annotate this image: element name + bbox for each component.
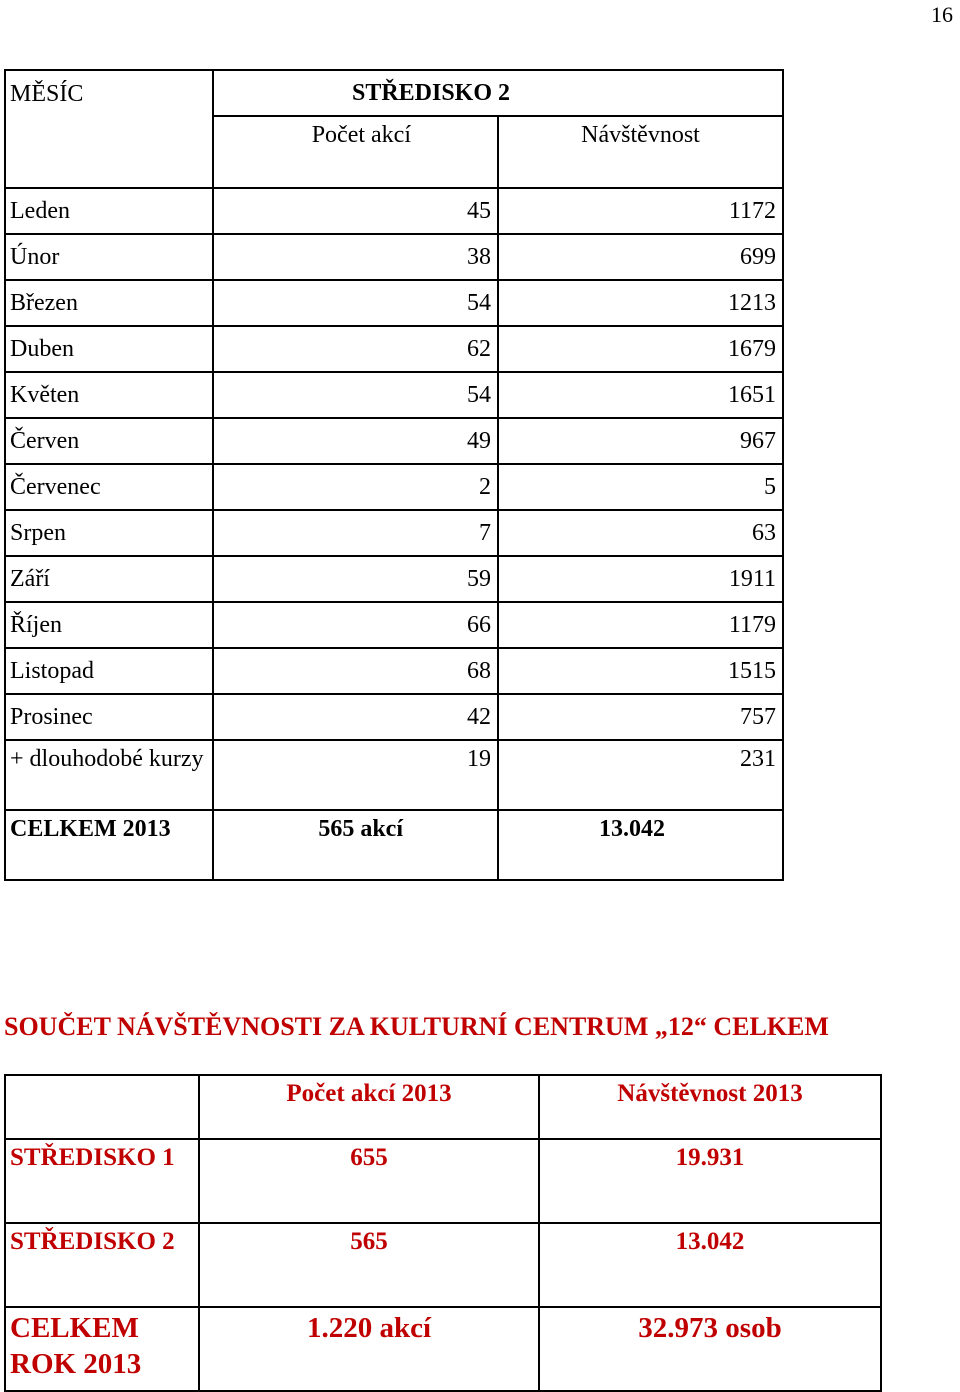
table-row: [5, 280, 783, 326]
events-value: 38: [213, 234, 498, 280]
events-value: 7: [213, 510, 498, 556]
header-row: [5, 70, 783, 116]
page-number: 16: [931, 2, 953, 27]
events-value: 59: [213, 556, 498, 602]
table-row: [5, 326, 783, 372]
center-attendance: 13.042: [539, 1223, 881, 1307]
month-label: Únor: [5, 234, 213, 280]
attendance-value: 5: [498, 464, 783, 510]
table-row: [5, 188, 783, 234]
center-events: 565: [199, 1223, 539, 1307]
month-label: Červenec: [5, 464, 213, 510]
summary-table: [4, 1074, 882, 1392]
summary-col-events: Počet akcí 2013: [199, 1075, 539, 1139]
attendance-value: 699: [498, 234, 783, 280]
table-row: [5, 464, 783, 510]
table-row: [5, 510, 783, 556]
subheader-row: [5, 116, 783, 188]
total-attendance: 13.042: [498, 810, 783, 880]
table-row: [5, 740, 783, 810]
month-label: Duben: [5, 326, 213, 372]
summary-header-empty: [5, 1075, 199, 1139]
events-value: 66: [213, 602, 498, 648]
attendance-value: 63: [498, 510, 783, 556]
attendance-value: 1172: [498, 188, 783, 234]
table-row: [5, 1139, 881, 1223]
attendance-value: 1651: [498, 372, 783, 418]
table-row: [5, 602, 783, 648]
summary-col-attendance: Návštěvnost 2013: [539, 1075, 881, 1139]
total-events: 565 akcí: [213, 810, 498, 880]
center-label: STŘEDISKO 1: [5, 1139, 199, 1223]
attendance-value: 757: [498, 694, 783, 740]
center-events: 655: [199, 1139, 539, 1223]
attendance-value: 1911: [498, 556, 783, 602]
month-label: Říjen: [5, 602, 213, 648]
attendance-value: 967: [498, 418, 783, 464]
table-row: [5, 418, 783, 464]
month-label: Březen: [5, 280, 213, 326]
total-row: [5, 810, 783, 880]
events-value: 49: [213, 418, 498, 464]
events-value: 45: [213, 188, 498, 234]
attendance-value: 1213: [498, 280, 783, 326]
events-value: 68: [213, 648, 498, 694]
center-attendance: 19.931: [539, 1139, 881, 1223]
header-month: MĚSÍC: [5, 70, 213, 116]
monthly-attendance-table: [4, 69, 784, 881]
table-row: [5, 1223, 881, 1307]
month-label: Prosinec: [5, 694, 213, 740]
col-attendance-header: Návštěvnost: [498, 116, 783, 188]
month-label: Listopad: [5, 648, 213, 694]
header-center: STŘEDISKO 2: [213, 70, 783, 116]
attendance-value: 1679: [498, 326, 783, 372]
events-value: 19: [213, 740, 498, 810]
summary-total-label: CELKEM ROK 2013: [5, 1307, 199, 1391]
events-value: 42: [213, 694, 498, 740]
summary-total-attendance: 32.973 osob: [539, 1307, 881, 1391]
total-label: CELKEM 2013: [5, 810, 213, 880]
summary-title: SOUČET NÁVŠTĚVNOSTI ZA KULTURNÍ CENTRUM „12“ CELKEM: [4, 1012, 829, 1041]
events-value: 54: [213, 372, 498, 418]
month-label: Leden: [5, 188, 213, 234]
attendance-value: 1515: [498, 648, 783, 694]
events-value: 54: [213, 280, 498, 326]
table-row: [5, 234, 783, 280]
events-value: 62: [213, 326, 498, 372]
table-row: [5, 556, 783, 602]
table-row: [5, 372, 783, 418]
attendance-value: 231: [498, 740, 783, 810]
month-label: Červen: [5, 418, 213, 464]
month-label: Srpen: [5, 510, 213, 556]
events-value: 2: [213, 464, 498, 510]
center-label: STŘEDISKO 2: [5, 1223, 199, 1307]
month-label: Květen: [5, 372, 213, 418]
summary-total-row: [5, 1307, 881, 1391]
attendance-value: 1179: [498, 602, 783, 648]
table-row: [5, 648, 783, 694]
col-events-header: Počet akcí: [213, 116, 498, 188]
summary-total-events: 1.220 akcí: [199, 1307, 539, 1391]
summary-header-row: [5, 1075, 881, 1139]
table-row: [5, 694, 783, 740]
subheader-empty: [5, 116, 213, 188]
courses-label: + dlouhodobé kurzy: [5, 740, 213, 810]
month-label: Září: [5, 556, 213, 602]
